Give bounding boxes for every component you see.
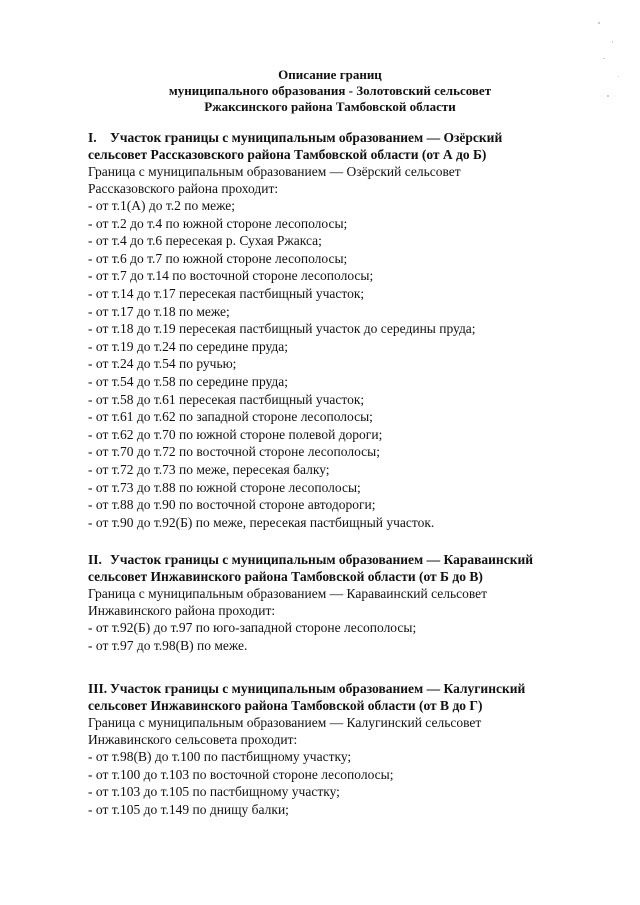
section-2-intro-line-2: Инжавинского района проходит:	[88, 603, 276, 618]
section-3	[88, 680, 608, 818]
scan-speck	[598, 22, 600, 24]
list-item: - от т.90 до т.92(Б) по меже, пересекая пастбищный участок.	[88, 514, 435, 530]
list-item: - от т.92(Б) до т.97 по юго-западной стороне лесополосы;	[88, 620, 417, 635]
list-item: - от т.18 до т.19 пересекая пастбищный участок до середины пруда;	[88, 321, 476, 337]
section-2-intro-line-1: Граница с муниципальным образованием — Караваинский сельсовет	[88, 586, 488, 601]
list-item: - от т.7 до т.14 по восточной стороне лесополосы;	[88, 268, 374, 284]
section-3-intro	[88, 714, 608, 748]
list-item: - от т.98(В) до т.100 по пастбищному участку;	[88, 749, 352, 764]
scan-speck	[607, 95, 609, 97]
section-1	[88, 129, 608, 531]
section-1-intro-line-2: Рассказовского района проходит:	[88, 181, 279, 196]
section-3-intro-line-1: Граница с муниципальным образованием — Калугинский сельсовет	[88, 715, 482, 730]
section-2-heading	[88, 551, 608, 585]
section-2-number: II.	[88, 552, 102, 567]
section-1-intro	[88, 163, 608, 197]
list-item: - от т.6 до т.7 по южной стороне лесополосы;	[88, 250, 348, 266]
section-3-heading-line-1: Участок границы с муниципальным образованием — Калугинский	[110, 681, 526, 696]
section-1-number: I.	[88, 130, 97, 145]
list-item: - от т.62 до т.70 по южной стороне полевой дороги;	[88, 426, 383, 442]
list-item: - от т.4 до т.6 пересекая р. Сухая Ржакса;	[88, 233, 322, 249]
list-item: - от т.73 до т.88 по южной стороне лесополосы;	[88, 479, 361, 495]
section-3-number: III.	[88, 681, 108, 696]
list-item: - от т.103 до т.105 по пастбищному участку;	[88, 784, 340, 800]
list-item: - от т.70 до т.72 по восточной стороне лесополосы;	[88, 444, 380, 460]
section-1-heading-line-1: Участок границы с муниципальным образованием — Озёрский	[110, 130, 503, 145]
section-2	[88, 551, 608, 654]
title-line-2: муниципального образования - Золотовский сельсовет	[168, 83, 492, 98]
section-3-items	[88, 748, 608, 818]
section-3-intro-line-2: Инжавинского сельсовета проходит:	[88, 732, 298, 747]
section-2-intro	[88, 585, 608, 619]
list-item: - от т.14 до т.17 пересекая пастбищный участок;	[88, 285, 365, 301]
list-item: - от т.19 до т.24 по середине пруда;	[88, 338, 289, 354]
list-item: - от т.61 до т.62 по западной стороне лесополосы;	[88, 409, 373, 425]
title-line-3: Ржаксинского района Тамбовской области	[204, 99, 456, 114]
section-2-heading-line-2: сельсовет Инжавинского района Тамбовской области (от Б до В)	[88, 569, 483, 584]
list-item: - от т.17 до т.18 по меже;	[88, 303, 230, 319]
scan-speck	[603, 58, 605, 59]
scan-speck	[612, 41, 613, 43]
section-2-items	[88, 619, 608, 654]
list-item: - от т.97 до т.98(В) по меже.	[88, 637, 248, 653]
section-1-heading-line-2: сельсовет Рассказовского района Тамбовской области (от А до Б)	[88, 147, 487, 162]
section-1-intro-line-1: Граница с муниципальным образованием — Озёрский сельсовет	[88, 164, 461, 179]
section-3-heading	[88, 680, 608, 714]
list-item: - от т.24 до т.54 по ручью;	[88, 356, 237, 372]
list-item: - от т.58 до т.61 пересекая пастбищный участок;	[88, 391, 365, 407]
section-1-heading	[88, 129, 608, 163]
scan-speck	[618, 76, 619, 77]
document-title	[80, 67, 580, 115]
list-item: - от т.54 до т.58 по середине пруда;	[88, 373, 289, 389]
list-item: - от т.105 до т.149 по днищу балки;	[88, 801, 289, 817]
list-item: - от т.100 до т.103 по восточной стороне лесополосы;	[88, 766, 394, 782]
list-item: - от т.88 до т.90 по восточной стороне автодороги;	[88, 497, 376, 513]
list-item: - от т.2 до т.4 по южной стороне лесополосы;	[88, 215, 348, 231]
title-line-1: Описание границ	[278, 67, 382, 82]
section-1-items	[88, 197, 608, 531]
section-3-heading-line-2: сельсовет Инжавинского района Тамбовской области (от В до Г)	[88, 698, 483, 713]
section-2-heading-line-1: Участок границы с муниципальным образованием — Караваинский	[110, 552, 534, 567]
list-item: - от т.1(А) до т.2 по меже;	[88, 198, 235, 213]
list-item: - от т.72 до т.73 по меже, пересекая балку;	[88, 461, 330, 477]
